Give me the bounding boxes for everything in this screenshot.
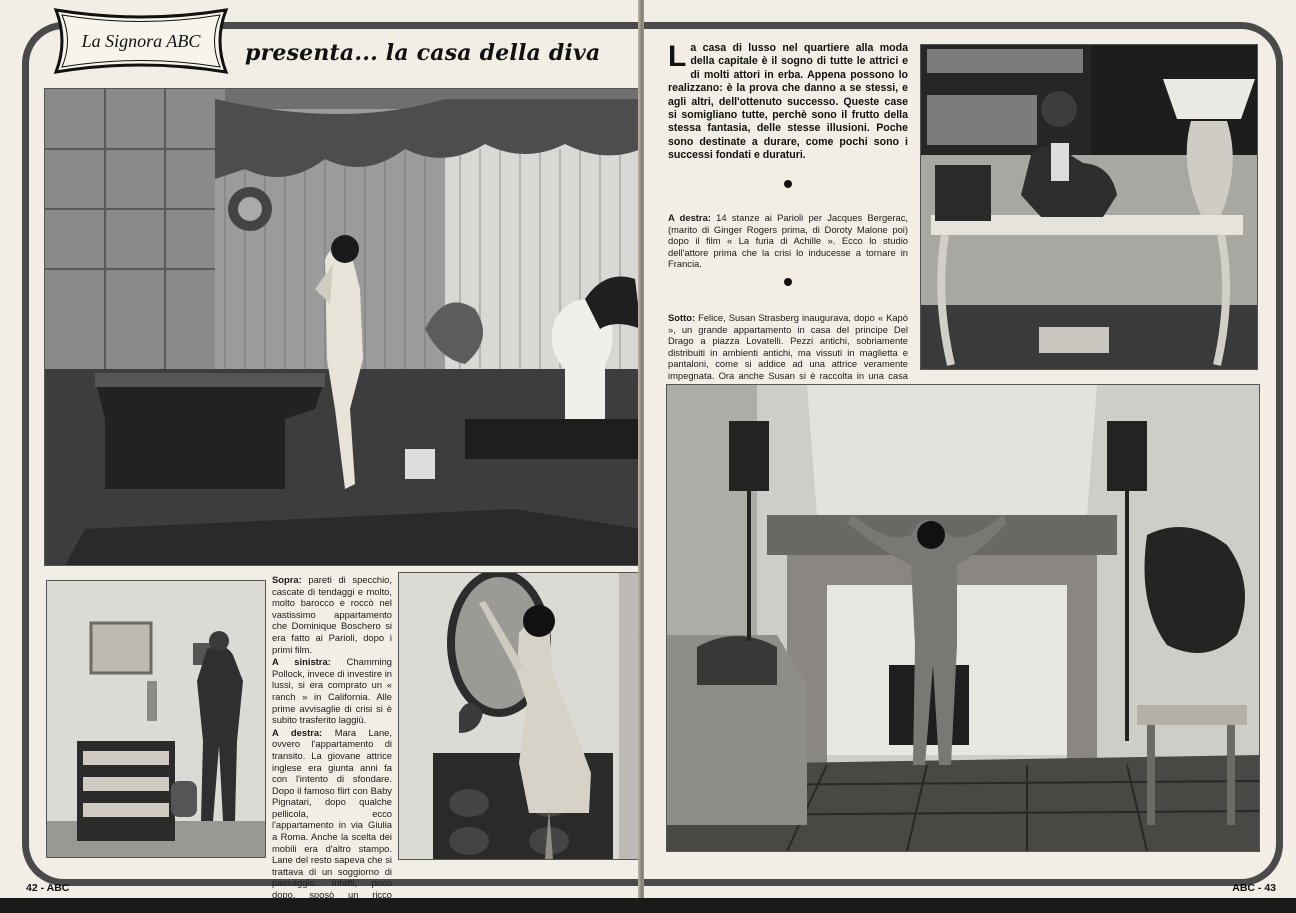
folio-right: ABC - 43 [1232, 882, 1276, 894]
caption-a-destra-right: A destra: 14 stanze ai Parioli per Jacques Bergerac, (marito di Ginger Rogers prima, di Doroty Malone poi) dopo il film « La furia di Achille ». Ecco lo studio dell'attore prima che la crisi lo inducesse a tornare in Francia. [668, 212, 909, 270]
bullet-separator-1 [784, 180, 792, 188]
photo-mirrored-living-room [44, 88, 642, 566]
section-badge [48, 4, 234, 78]
right-page [644, 0, 1296, 898]
left-page [0, 0, 640, 912]
badge-text: La Signora ABC [81, 30, 201, 51]
page-headline: presenta... la casa della diva [245, 40, 601, 66]
caption-sotto: Sotto: Felice, Susan Strasberg inaugurava, dopo « Kapò », un grande appartamento in casa del principe Del Drago a piazza Lovatelli. Pezzi antichi, sobriamente distribuiti in ambienti antichi, ma vissuti in maglietta e pantaloni, come si addice ad una attrice veramente impegnata. Ora anche Susan si è raccolta in una casa [668, 312, 908, 381]
photo-mara-lane-mirror [398, 572, 640, 860]
bullet-separator-2 [784, 278, 792, 286]
folio-left: 42 - ABC [26, 882, 70, 894]
dropcap: L [668, 40, 687, 73]
left-caption-block [272, 574, 392, 913]
caption-sopra: Sopra: pareti di specchio, cascate di tendaggi e molto, molto barocco e roccò nel vastissimo appartamento che Dominique Boschero si era fatto ai Parioli, dopo i primi film. [272, 574, 392, 655]
intro-paragraph [668, 42, 908, 163]
caption-a-sinistra: A sinistra: Chamming Pollock, invece di investire in lussi, si era comprato un « ranch » in California. Alle prime avvisaglie di crisi si è subito trasferito laggiù. [272, 656, 392, 726]
photo-strasberg-fireplace [666, 384, 1260, 852]
caption-a-destra-left: A destra: Mara Lane, ovvero l'appartamento di transito. La giovane attrice inglese era giunta anni fa con l'intento di sfondare. Dopo il famoso flirt con Baby Pignatari, dopo qualche pellicola, ecco l'appartamento in via Giulia a Roma. Anche la scelta dei mobili era d'altro stampo. Lane del resto sapeva che si trattava di un soggiorno di passaggio. Infatti, poco dopo, sposò un ricco petroliere americano. [272, 726, 392, 912]
intro-text: a casa di lusso nel quartiere alla moda della capitale è il sogno di tutte le attrici e di molti attori in erba. Appena possono lo realizzano: è la prova che danno a se stessi, e agli altri, dell'ottenuto successo. Queste case si somigliano tutte, perchè sono il frutto della stessa fantasia, delle stesse illusioni. Poche sono destinate a durare, come pochi sono i successi fondati e duraturi. [668, 42, 908, 162]
photo-bergerac-study [920, 44, 1258, 370]
photo-pollock-living-room [46, 580, 266, 858]
